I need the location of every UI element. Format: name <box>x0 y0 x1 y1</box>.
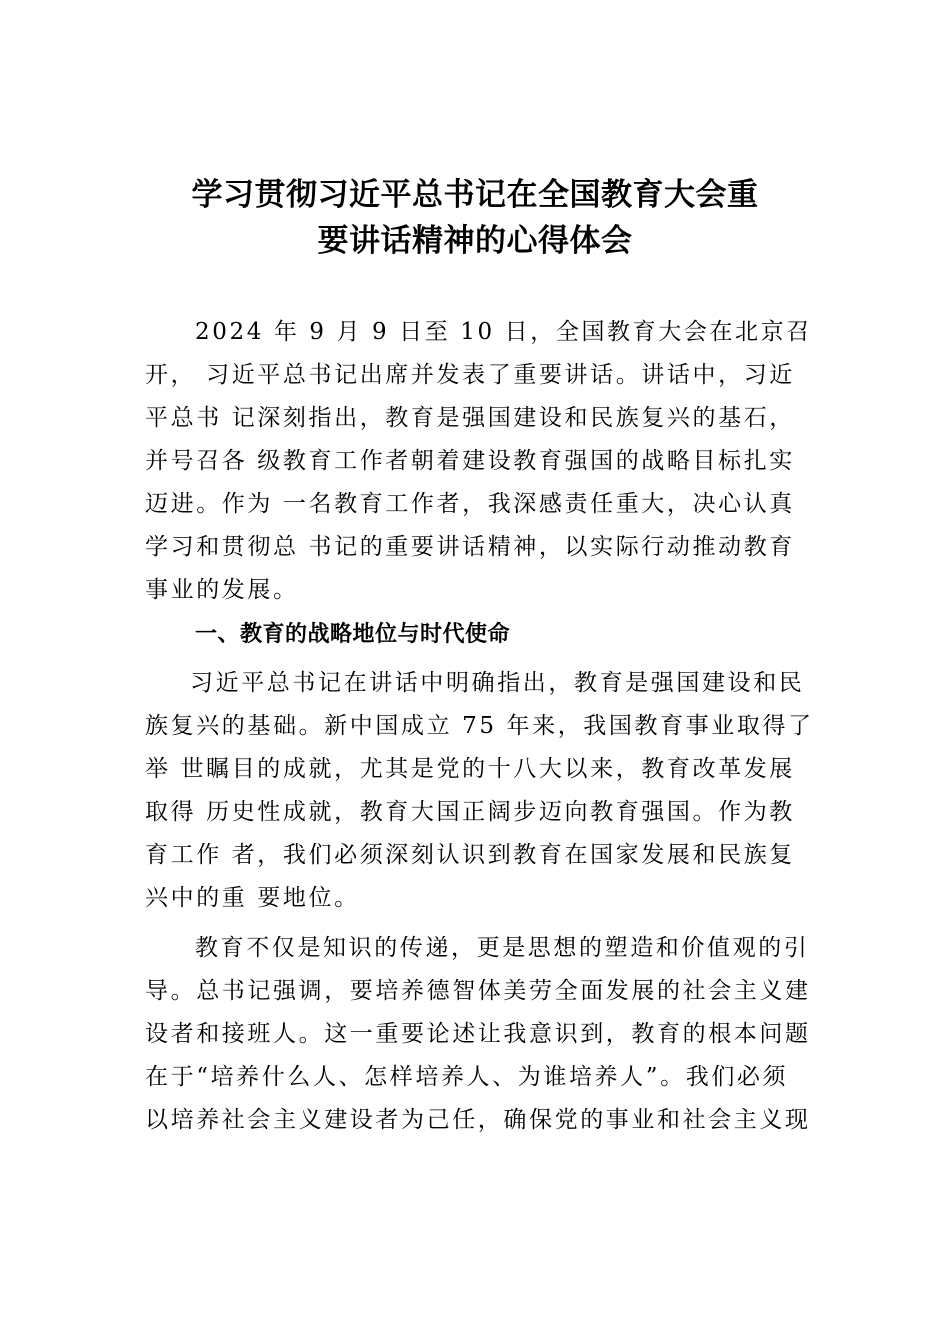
document-title <box>145 172 805 264</box>
title-line-1: 学习贯彻习近平总书记在全国教育大会重 <box>191 177 759 213</box>
text-line: 在于“培养什么人、怎样培养人、为谁培养人”。我们必须 <box>145 1064 789 1090</box>
text-line: 设者和接班人。这一重要论述让我意识到，教育的根本问题 <box>145 1021 811 1047</box>
section-heading: 一、教育的战略地位与时代使命 <box>195 622 511 647</box>
text-line: 族复兴的基础。新中国成立 75 年来，我国教育事业取得了 <box>145 713 814 739</box>
text-line: 平总书 记深刻指出，教育是强国建设和民族复兴的基石， <box>145 405 795 431</box>
title-line-2: 要讲话精神的心得体会 <box>317 223 633 259</box>
text-line: 教育不仅是知识的传递，更是思想的塑造和价值观的引 <box>195 935 810 961</box>
text-line: 事业的发展。 <box>145 577 299 603</box>
text-line: 以培养社会主义建设者为己任，确保党的事业和社会主义现 <box>145 1107 811 1133</box>
text-line: 开， 习近平总书记出席并发表了重要讲话。讲话中，习近 <box>145 362 795 388</box>
text-line: 导。总书记强调，要培养德智体美劳全面发展的社会主义建 <box>145 978 811 1004</box>
text-line: 2024 年 9 月 9 日至 10 日，全国教育大会在北京召 <box>195 319 812 345</box>
text-line: 举 世瞩目的成就，尤其是党的十八大以来，教育改革发展 <box>145 756 795 782</box>
text-line: 并号召各 级教育工作者朝着建设教育强国的战略目标扎实 <box>145 448 795 474</box>
text-line: 兴中的重 要地位。 <box>145 885 360 911</box>
text-line: 学习和贯彻总 书记的重要讲话精神，以实际行动推动教育 <box>145 534 795 560</box>
text-line: 取得 历史性成就，教育大国正阔步迈向教育强国。作为教 <box>145 799 795 825</box>
text-line: 迈进。作为 一名教育工作者，我深感责任重大，决心认真 <box>145 491 795 517</box>
text-line: 习近平总书记在讲话中明确指出，教育是强国建设和民 <box>190 670 805 696</box>
text-line: 育工作 者，我们必须深刻认识到教育在国家发展和民族复 <box>145 842 795 868</box>
